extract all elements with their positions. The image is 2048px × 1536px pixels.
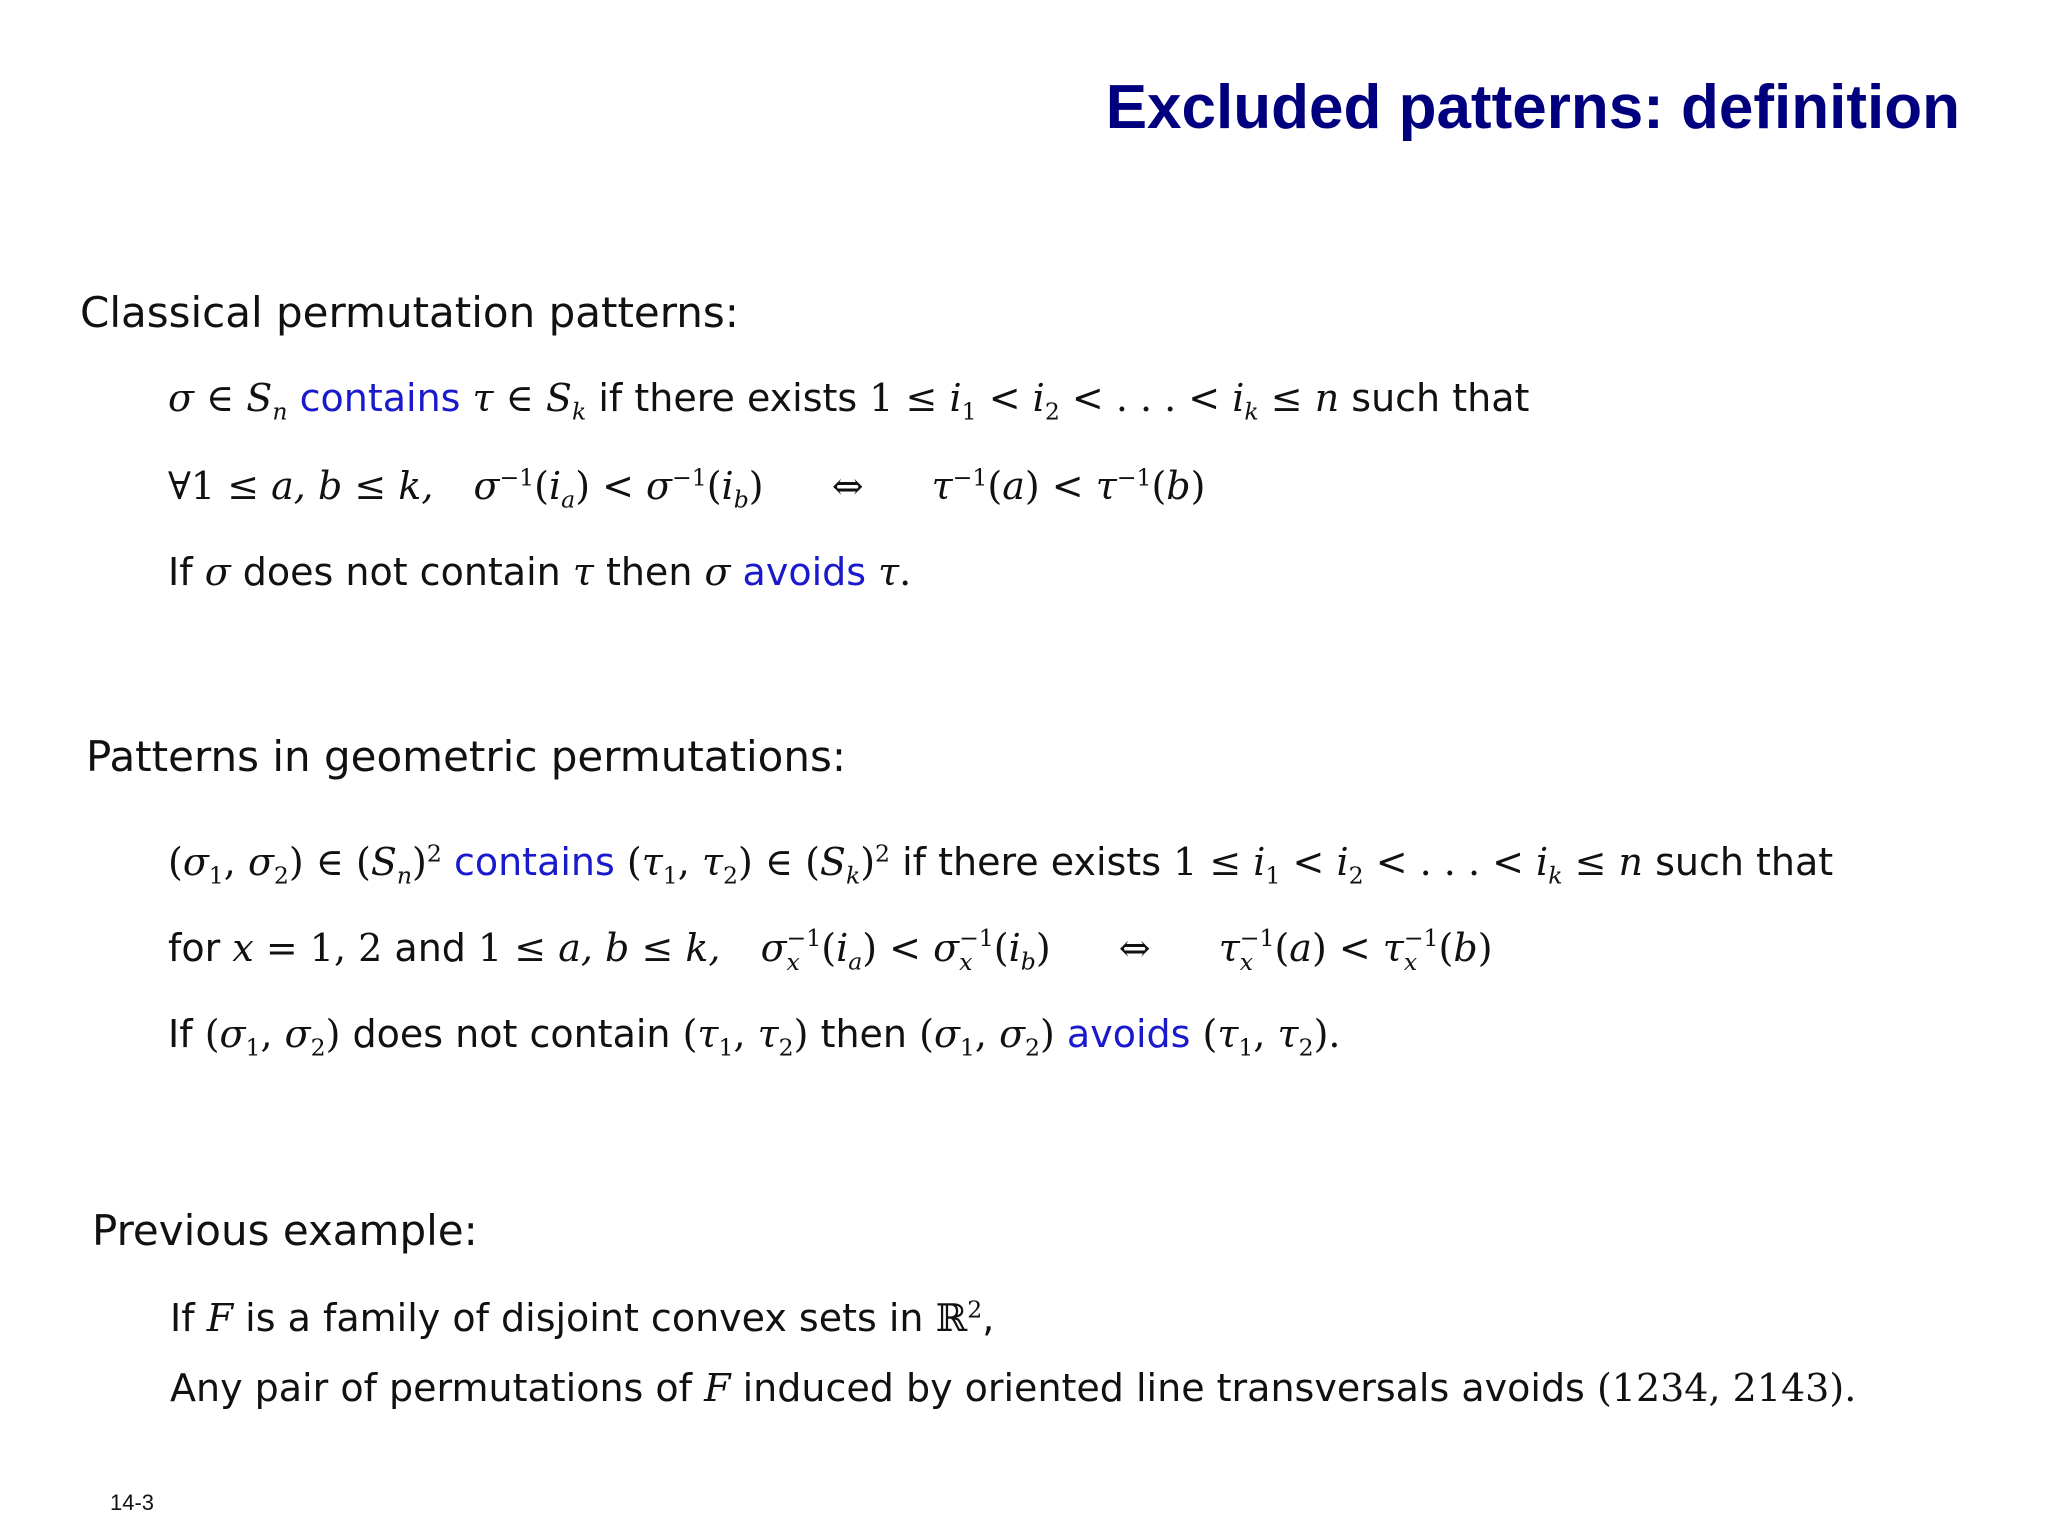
text-and: and (394, 926, 466, 970)
text-if: If (168, 550, 193, 594)
text-if-there-exists-2: if there exists (902, 840, 1161, 884)
geometric-definition-line-2: for x = 1, 2 and 1 ≤ a, b ≤ k, σ −1 x $(i_a) < \sigma$ −1 x $(i_b)$ ⇔ τ −1 x (a) < τ −1 x (b) (168, 923, 1493, 976)
text-example-any-pair: Any pair of permutations of (170, 1366, 693, 1410)
keyword-contains: contains (299, 376, 461, 420)
text-then-2: then (820, 1012, 908, 1056)
section-geometric-heading: Patterns in geometric permutations: (86, 732, 847, 781)
text-for: for (168, 926, 221, 970)
section-classical-heading: Classical permutation patterns: (80, 288, 739, 337)
keyword-avoids: avoids (742, 550, 867, 594)
example-line-2: Any pair of permutations of F induced by oriented line transversals avoids (1234, 2143). (170, 1366, 1857, 1410)
example-line-1: If F is a family of disjoint convex sets in ℝ$^2$, (170, 1295, 995, 1340)
page-number: 14-3 (110, 1490, 155, 1515)
keyword-contains-2: contains (453, 840, 615, 884)
keyword-avoids-2: avoids (1066, 1012, 1191, 1056)
text-does-not-contain-2: does not contain (352, 1012, 671, 1056)
text-such-that: such that (1351, 376, 1530, 420)
geometric-avoids-line: If ($\sigma_1$, $\sigma_2$) does not contain ($\tau_1$, $\tau_2$) then ($\sigma_1$, $\sigma_2$) avoids ($\tau_1$, $\tau_2$). (168, 1012, 1341, 1062)
slide-title: Excluded patterns: definition (1105, 73, 1960, 142)
geometric-definition-line-1: ($\sigma_1$, $\sigma_2$) ∈ $(S_n)^2$ contains ($\tau_1$, $\tau_2$) ∈ $(S_k)^2$ if there exists $1 \le i_1 < i_2$ < . . . < $i_k \le n$ such that (168, 839, 1834, 890)
pattern-value: (1234, 2143) (1596, 1366, 1845, 1410)
classical-avoids-line: If σ does not contain τ then σ avoids τ. (168, 550, 912, 594)
text-example-if: If (170, 1296, 195, 1340)
text-such-that-2: such that (1655, 840, 1834, 884)
text-then: then (605, 550, 693, 594)
text-if-2: If (168, 1012, 193, 1056)
text-example-family: is a family of disjoint convex sets in (245, 1296, 924, 1340)
text-example-induced: induced by oriented line transversals avoids (742, 1366, 1585, 1410)
classical-definition-line-2: ∀1 ≤ a, b ≤ k, $\sigma^{-1}(i_a) < \sigma^{-1}(i_b)$ ⇔ $\tau^{-1}(a) < \tau^{-1}(b)$ (168, 463, 1206, 514)
section-example-heading: Previous example: (92, 1206, 478, 1255)
classical-definition-line-1: σ ∈ $S_n$ contains τ ∈ $S_k$ if there exists $1 \le i_1 < i_2$ < . . . < $i_k \le n$ such that (168, 376, 1530, 426)
text-does-not-contain: does not contain (242, 550, 561, 594)
text-if-there-exists: if there exists (598, 376, 858, 420)
